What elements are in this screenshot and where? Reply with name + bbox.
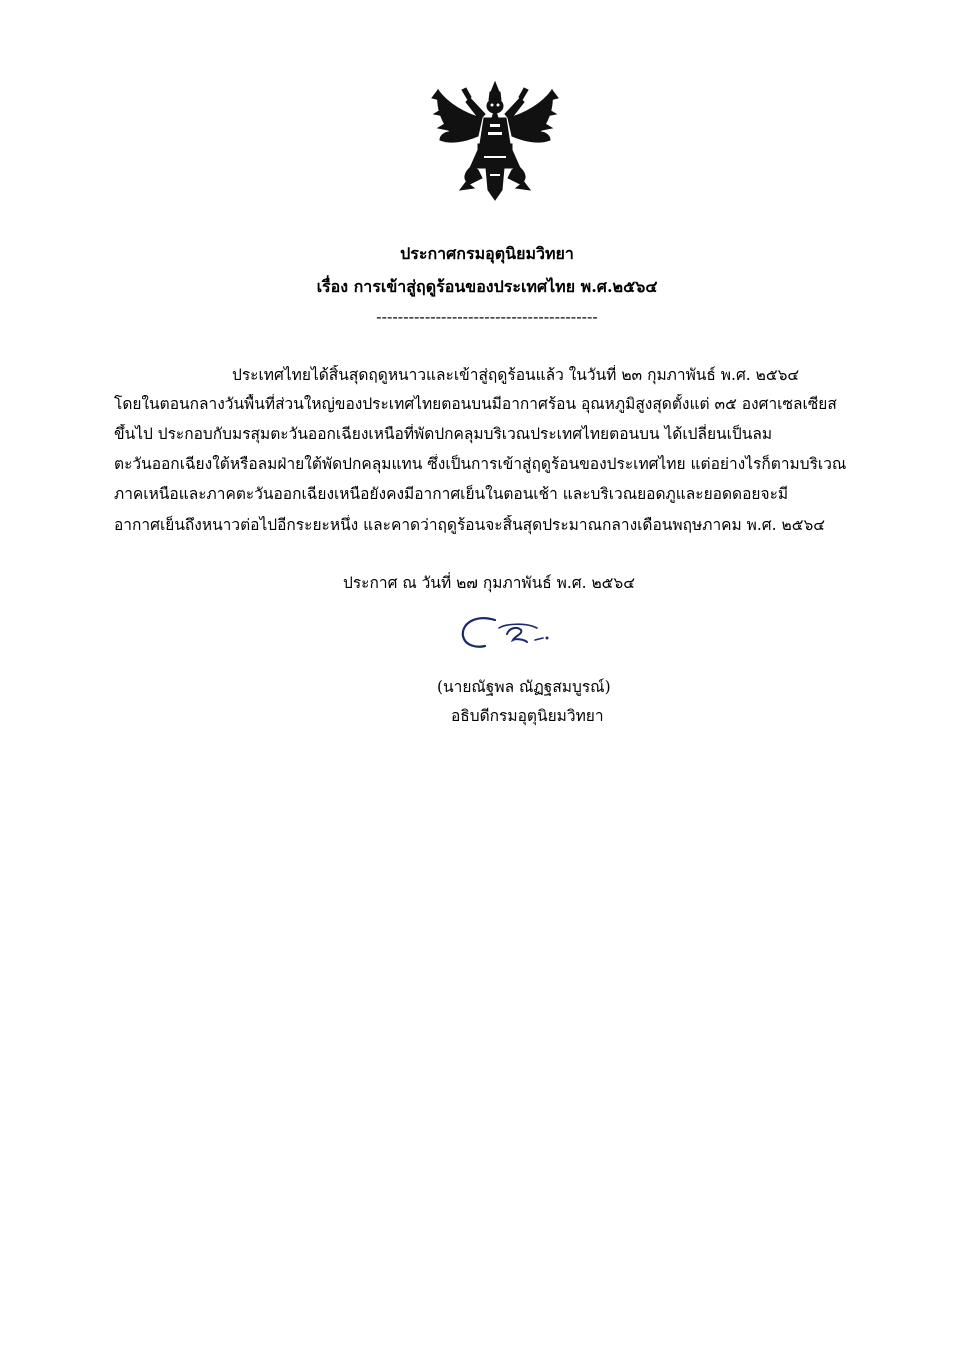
paragraph-line: โดยในตอนกลางวันพื้นที่ส่วนใหญ่ของประเทศไทยตอนบนมีอากาศร้อน อุณหภูมิสูงสุดตั้งแต่ ๓๕ องศาเซลเซียส bbox=[114, 395, 837, 413]
announcement-title: ประกาศกรมอุตุนิยมวิทยา bbox=[400, 244, 574, 263]
signer-title: อธิบดีกรมอุตุนิยมวิทยา bbox=[451, 707, 604, 725]
paragraph-line: อากาศเย็นถึงหนาวต่อไปอีกระยะหนึ่ง และคาดว่าฤดูร้อนจะสิ้นสุดประมาณกลางเดือนพฤษภาคม พ.ศ. ๒๕๖๔ bbox=[114, 516, 826, 534]
paragraph-line: ภาคเหนือและภาคตะวันออกเฉียงเหนือยังคงมีอากาศเย็นในตอนเช้า และบริเวณยอดภูและยอดดอยจะมี bbox=[114, 485, 789, 503]
paragraph-line: ขึ้นไป ประกอบกับมรสุมตะวันออกเฉียงเหนือที่พัดปกคลุมบริเวณประเทศไทยตอนบน ได้เปลี่ยนเป็นลม bbox=[114, 425, 773, 443]
paragraph-line: ประเทศไทยได้สิ้นสุดฤดูหนาวและเข้าสู่ฤดูร้อนแล้ว ในวันที่ ๒๓ กุมภาพันธ์ พ.ศ. ๒๕๖๔ bbox=[232, 366, 800, 384]
signer-name: (นายณัฐพล ณัฏฐสมบูรณ์) bbox=[437, 678, 611, 696]
announcement-subject: เรื่อง การเข้าสู่ฤดูร้อนของประเทศไทย พ.ศ.๒๕๖๔ bbox=[316, 277, 658, 296]
title-separator: ----------------------------------------- bbox=[376, 307, 598, 326]
handwritten-signature-icon bbox=[455, 610, 565, 660]
garuda-emblem-icon bbox=[430, 78, 560, 203]
announcement-date: ประกาศ ณ วันที่ ๒๗ กุมภาพันธ์ พ.ศ. ๒๕๖๔ bbox=[343, 574, 635, 592]
paragraph-line: ตะวันออกเฉียงใต้หรือลมฝ่ายใต้พัดปกคลุมแทน ซึ่งเป็นการเข้าสู่ฤดูร้อนของประเทศไทย แต่อย่างไรก็ตามบริเวณ bbox=[114, 455, 847, 473]
